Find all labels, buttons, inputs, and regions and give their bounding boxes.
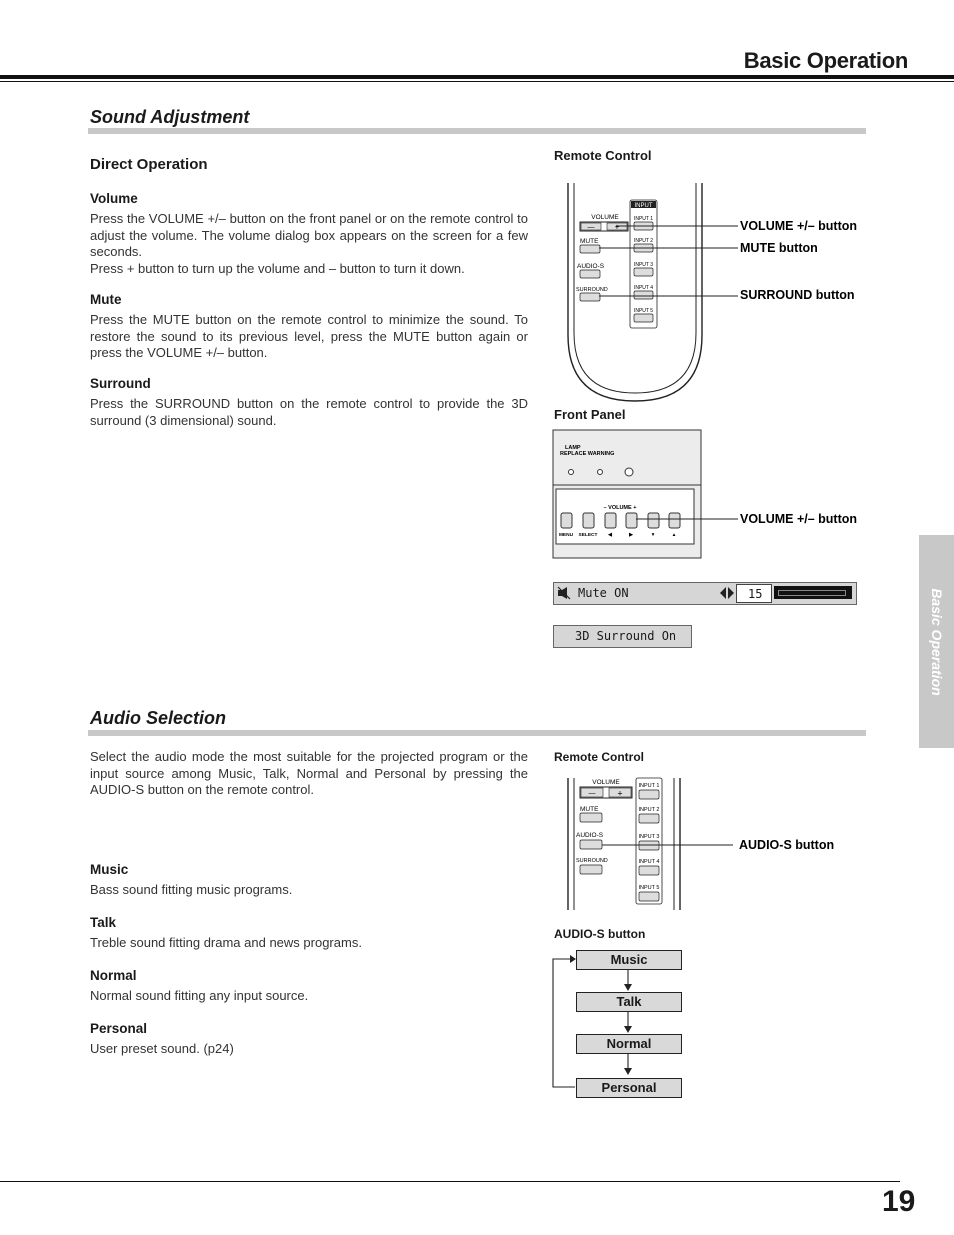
front-panel-button-label: ▲ (671, 533, 677, 538)
callout-mute-button: MUTE button (740, 241, 818, 255)
volume-value-box (736, 584, 772, 603)
remote2-mute-button[interactable] (580, 813, 602, 822)
music-heading: Music (90, 862, 129, 877)
flow-step-talk: Talk (576, 992, 682, 1012)
surround-text (90, 396, 528, 429)
front-panel-illustration (550, 428, 880, 563)
left-right-arrows-icon (719, 586, 735, 600)
footer-rule (0, 1181, 900, 1182)
mute-heading: Mute (90, 292, 122, 307)
volume-heading: Volume (90, 191, 138, 206)
remote-input-header: INPUT (634, 203, 653, 209)
front-panel-button[interactable] (648, 513, 659, 528)
callout-surround-button: SURROUND button (740, 288, 855, 302)
remote-control-caption-2: Remote Control (554, 750, 644, 764)
remote-audio-s-label: AUDIO-S (577, 263, 605, 270)
front-panel-button[interactable] (605, 513, 616, 528)
remote2-input-button[interactable] (639, 841, 659, 850)
section-bar (88, 730, 866, 736)
remote2-input-label: INPUT 5 (638, 885, 660, 891)
surround-osd-text: 3D Surround On (575, 629, 677, 643)
remote2-input-label: INPUT 2 (638, 807, 660, 813)
personal-desc: User preset sound. (p24) (90, 1041, 234, 1056)
volume-level-bar (774, 586, 852, 599)
remote-input-label: INPUT 4 (633, 285, 654, 291)
volume-paragraph-1: Press the VOLUME +/– button on the front panel or on the remote control to adjust the volume. The volume dialog box appears on the screen for a few seconds. (90, 211, 528, 259)
remote2-input-label: INPUT 3 (638, 834, 660, 840)
music-desc: Bass sound fitting music programs. (90, 882, 293, 897)
remote2-input-label: INPUT 4 (638, 859, 660, 865)
remote2-input-button[interactable] (639, 892, 659, 901)
section-bar (88, 128, 866, 134)
front-replace-warning-label: REPLACE WARNING (560, 451, 615, 457)
personal-heading: Personal (90, 1021, 148, 1036)
callout-audio-s-button: AUDIO-S button (739, 838, 835, 852)
remote-plus-sign: + (614, 222, 620, 232)
flow-step-personal: Personal (576, 1078, 682, 1098)
front-panel-button-label: ▶ (629, 533, 633, 538)
remote-input-button[interactable] (634, 314, 653, 322)
remote-input-button[interactable] (634, 291, 653, 299)
remote-surround-button[interactable] (580, 293, 600, 301)
normal-desc: Normal sound fitting any input source. (90, 988, 309, 1003)
remote2-input-button[interactable] (639, 814, 659, 823)
front-lamp-label: LAMP (565, 445, 581, 451)
remote-control-illustration-2 (550, 770, 880, 915)
talk-desc: Treble sound fitting drama and news programs. (90, 935, 362, 950)
front-panel-button-label: MENU (558, 533, 574, 538)
page-header-title: Basic Operation (743, 48, 908, 73)
callout-front-volume-button: VOLUME +/– button (740, 512, 858, 526)
flow-step-music: Music (576, 950, 682, 970)
remote2-mute-label: MUTE (580, 806, 599, 813)
side-tab-label: Basic Operation (928, 587, 945, 696)
header-rule (0, 75, 954, 79)
remote-control-illustration (550, 175, 880, 410)
remote2-input-button[interactable] (639, 790, 659, 799)
remote-mute-label: MUTE (580, 238, 599, 245)
remote-input-label: INPUT 3 (633, 262, 654, 268)
mute-paragraph: Press the MUTE button on the remote control to minimize the sound. To restore the sound to its previous level, press the MUTE button again or press the VOLUME +/– button. (90, 312, 528, 360)
volume-paragraph-2: Press + button to turn up the volume and – button to turn it down. (90, 260, 465, 276)
remote-input-button[interactable] (634, 268, 653, 276)
front-panel-button-label: ▼ (650, 533, 656, 538)
remote-input-label: INPUT 5 (633, 308, 654, 314)
remote2-input-buttons (636, 778, 662, 904)
page-number: 19 (882, 1185, 916, 1218)
talk-heading: Talk (90, 915, 117, 930)
front-panel-button-label: SELECT (578, 533, 598, 538)
remote-surround-label: SURROUND (576, 287, 608, 293)
volume-bar-track (778, 590, 846, 596)
mute-osd-dialog (553, 582, 857, 605)
front-panel-button[interactable] (669, 513, 680, 528)
remote2-audio-s-button[interactable] (580, 840, 602, 849)
section-title-audio-selection: Audio Selection (90, 708, 227, 728)
mute-osd-text: Mute ON (578, 586, 629, 600)
surround-paragraph: Press the SURROUND button on the remote control to provide the 3D surround (3 dimensional) sound. (90, 396, 528, 428)
audio-intro-paragraph: Select the audio mode the most suitable for the projected program or the input source among Music, Talk, Normal and Personal by pressing the AUDIO-S button on the remote control. (90, 749, 528, 797)
remote-audio-s-button[interactable] (580, 270, 600, 278)
flow-caption: AUDIO-S button (554, 927, 646, 941)
front-volume-label: – VOLUME + (603, 505, 637, 511)
remote2-surround-label: SURROUND (576, 858, 608, 864)
front-panel-button-label: ◀ (608, 533, 612, 538)
remote-mute-button[interactable] (580, 245, 600, 253)
remote2-minus-sign: — (588, 790, 596, 798)
header-rule-thin (0, 81, 954, 82)
mute-text (90, 312, 528, 362)
front-panel-button[interactable] (583, 513, 594, 528)
direct-operation-heading: Direct Operation (90, 156, 208, 173)
mute-osd-value: 15 (748, 587, 763, 601)
remote2-input-label: INPUT 1 (638, 783, 660, 789)
callout-volume-button: VOLUME +/– button (740, 219, 858, 233)
remote2-volume-label: VOLUME (592, 779, 620, 786)
audio-intro-text (90, 749, 528, 799)
front-panel-caption: Front Panel (554, 407, 626, 422)
surround-osd-dialog (553, 625, 692, 648)
surround-heading: Surround (90, 376, 151, 391)
remote-minus-sign: — (587, 224, 595, 232)
remote2-audio-s-label: AUDIO-S (576, 832, 604, 839)
remote-input-label: INPUT 2 (633, 238, 654, 244)
side-tab (919, 535, 954, 748)
normal-heading: Normal (90, 968, 137, 983)
remote-volume-label: VOLUME (591, 214, 619, 221)
volume-text (90, 211, 528, 277)
remote-control-caption: Remote Control (554, 148, 652, 163)
remote2-plus-sign: + (617, 788, 623, 799)
speaker-muted-icon (557, 586, 571, 600)
front-panel-button[interactable] (561, 513, 572, 528)
remote-input-label: INPUT 1 (633, 216, 654, 222)
flow-step-normal: Normal (576, 1034, 682, 1054)
section-title-sound-adjustment: Sound Adjustment (90, 107, 250, 127)
remote2-surround-button[interactable] (580, 865, 602, 874)
front-panel-button[interactable] (626, 513, 637, 528)
remote2-input-button[interactable] (639, 866, 659, 875)
